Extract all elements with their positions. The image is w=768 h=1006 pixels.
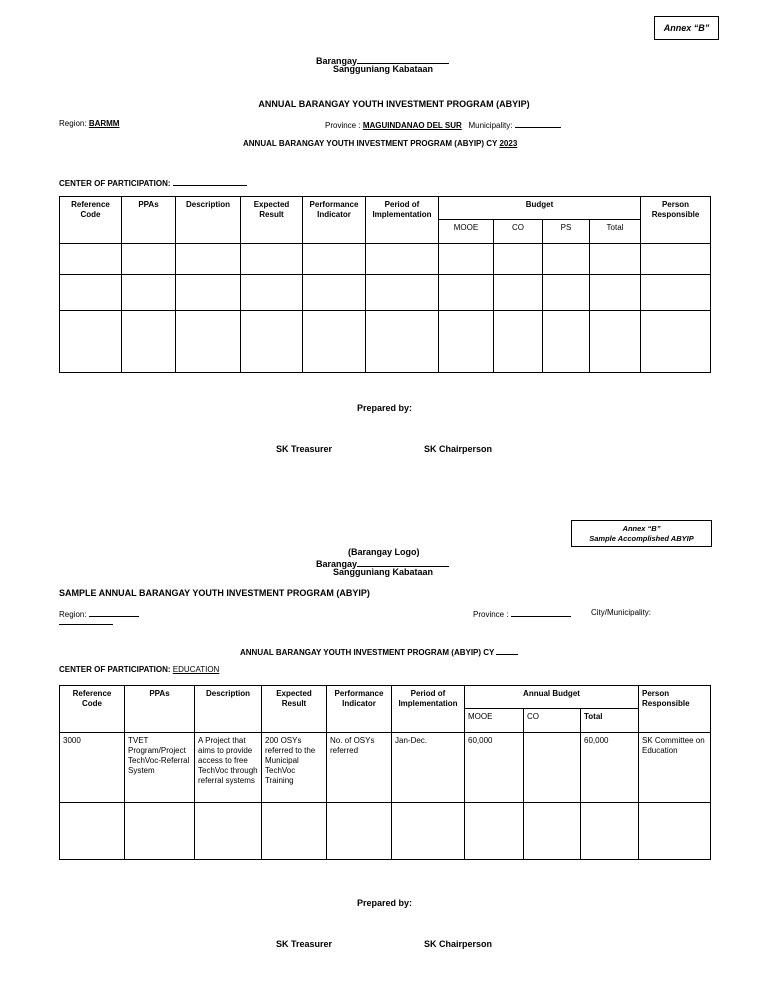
table-row (60, 275, 711, 311)
annex-sample-label: Sample Accomplished ABYIP (589, 534, 694, 543)
center-label: CENTER OF PARTICIPATION: (59, 665, 171, 674)
sk-treasurer: SK Treasurer (276, 939, 333, 949)
province-value: MAGUINDANAO DEL SUR (362, 121, 462, 130)
col-total: Total (581, 709, 639, 733)
col-ps: PS (543, 220, 590, 244)
col-performance-indicator: Performance Indicator (327, 686, 392, 733)
cell-mooe: 60,000 (465, 733, 524, 803)
col-person-responsible: Person Responsible (639, 686, 711, 733)
cy-year: 2023 (499, 139, 518, 148)
col-reference-code: Reference Code (60, 686, 125, 733)
barangay-blank (357, 557, 449, 567)
barangay-label: Barangay (316, 56, 358, 66)
center-blank (173, 177, 247, 186)
col-period: Period of Implementation (366, 197, 439, 244)
cy-blank (496, 646, 518, 655)
province-blank (511, 608, 571, 617)
region-line (59, 608, 139, 619)
province-line (325, 119, 561, 130)
municipality-label: Municipality: (468, 121, 513, 130)
region-label: Region: (59, 610, 87, 619)
cell-co (524, 733, 581, 803)
sk-treasurer: SK Treasurer (276, 444, 333, 454)
table-row (60, 311, 711, 373)
col-ppas: PPAs (125, 686, 195, 733)
col-reference-code: Reference Code (60, 197, 122, 244)
cell-ppas: TVET Program/Project TechVoc-Referral System (125, 733, 195, 803)
center-value: EDUCATION (172, 665, 220, 674)
prepared-by: Prepared by: (357, 898, 413, 908)
col-period: Period of Implementation (392, 686, 465, 733)
cell-period: Jan-Dec. (392, 733, 465, 803)
region-line (59, 119, 119, 128)
table-row (60, 244, 711, 275)
region-label: Region: (59, 119, 87, 128)
col-description: Description (176, 197, 241, 244)
annex-b-label: Annex “B” (622, 524, 661, 533)
abyip-table (59, 196, 711, 373)
col-annual-budget: Annual Budget (465, 686, 639, 709)
annex-b-sample-box (571, 520, 712, 547)
col-budget: Budget (439, 197, 641, 220)
sk-chairperson: SK Chairperson (424, 939, 493, 949)
cy-prefix: ANNUAL BARANGAY YOUTH INVESTMENT PROGRAM (ABYIP) CY (243, 139, 498, 148)
cell-indicator: No. of OSYs referred (327, 733, 392, 803)
sk-chairperson: SK Chairperson (424, 444, 493, 454)
table-row (60, 733, 711, 803)
col-performance-indicator: Performance Indicator (303, 197, 366, 244)
cell-total: 60,000 (581, 733, 639, 803)
sk-heading: Sangguniang Kabataan (333, 567, 434, 577)
cy-line (240, 646, 518, 657)
cy-line (243, 139, 517, 148)
col-ppas: PPAs (122, 197, 176, 244)
table-row (60, 803, 711, 860)
annex-b-box (654, 16, 719, 40)
region-value: BARMM (88, 119, 120, 128)
col-mooe: MOOE (465, 709, 524, 733)
col-expected-result: Expected Result (241, 197, 303, 244)
province-line (473, 608, 571, 619)
barangay-label: Barangay (316, 559, 358, 569)
col-total: Total (590, 220, 641, 244)
sample-title: SAMPLE ANNUAL BARANGAY YOUTH INVESTMENT PROGRAM (ABYIP) (59, 588, 370, 598)
sample-abyip-table (59, 685, 711, 860)
form-title: ANNUAL BARANGAY YOUTH INVESTMENT PROGRAM (ABYIP) (258, 99, 530, 109)
col-description: Description (195, 686, 262, 733)
col-person-responsible: Person Responsible (641, 197, 711, 244)
region-blank (89, 608, 139, 617)
prepared-by: Prepared by: (357, 403, 413, 413)
province-label: Province : (325, 121, 361, 130)
center-line (59, 177, 247, 188)
barangay-logo: (Barangay Logo) (348, 547, 420, 557)
cell-expected: 200 OSYs referred to the Municipal TechVoc Training (262, 733, 327, 803)
col-mooe: MOOE (439, 220, 494, 244)
cell-ref: 3000 (60, 733, 125, 803)
cy-prefix: ANNUAL BARANGAY YOUTH INVESTMENT PROGRAM (ABYIP) CY (240, 648, 495, 657)
col-co: CO (524, 709, 581, 733)
province-label: Province : (473, 610, 509, 619)
cell-person: SK Committee on Education (639, 733, 711, 803)
center-label: CENTER OF PARTICIPATION: (59, 179, 171, 188)
sk-heading: Sangguniang Kabataan (333, 64, 434, 74)
col-co: CO (494, 220, 543, 244)
region-blank-continued (59, 624, 113, 625)
annex-b-label: Annex “B” (663, 23, 710, 33)
barangay-blank (357, 54, 449, 64)
center-line (59, 665, 219, 674)
cell-description: A Project that aims to provide access to free TechVoc through referral systems (195, 733, 262, 803)
municipality-blank (515, 119, 561, 128)
col-expected-result: Expected Result (262, 686, 327, 733)
city-label: City/Municipality: (591, 608, 652, 617)
